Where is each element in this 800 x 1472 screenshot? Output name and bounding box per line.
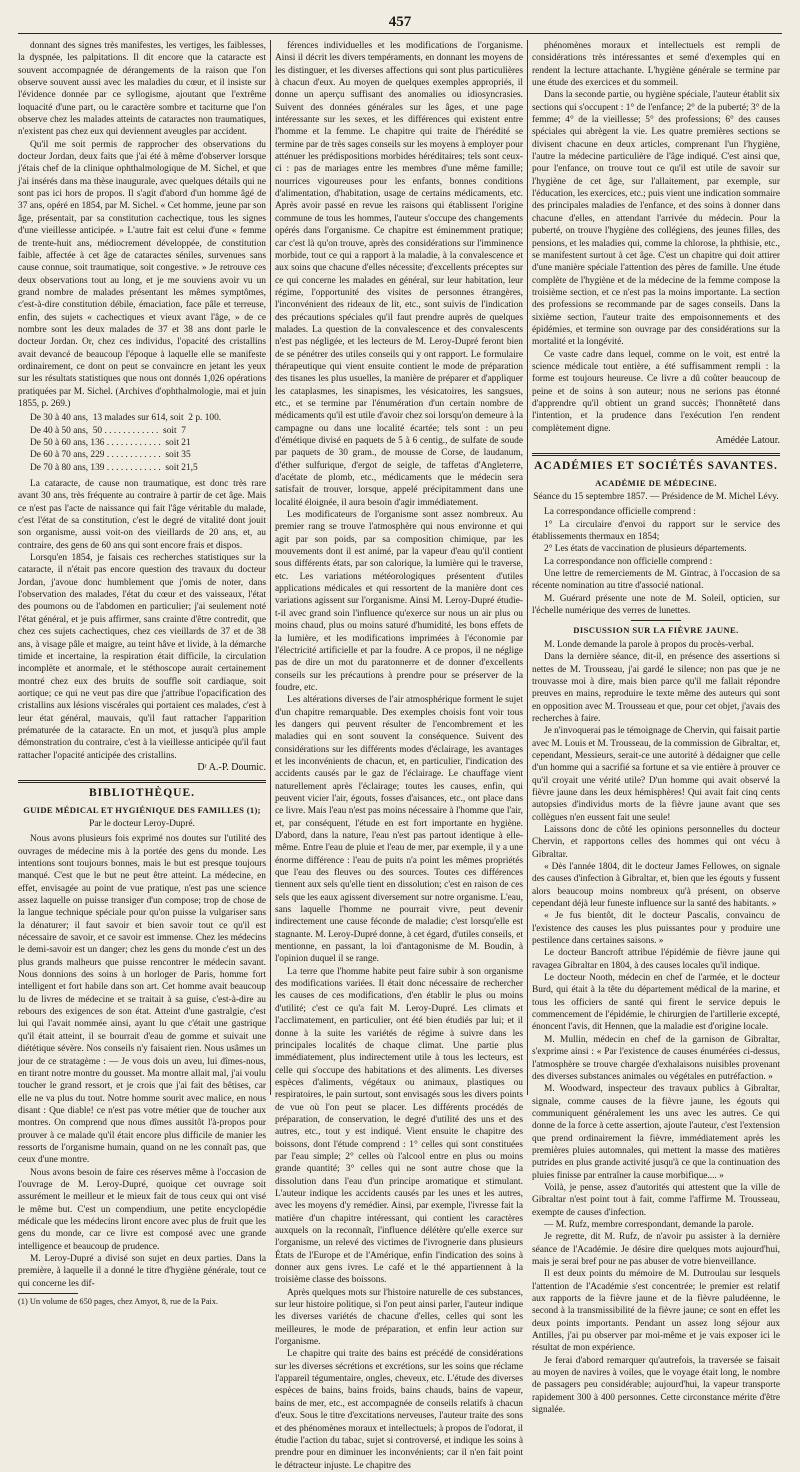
session-line: Séance du 15 septembre 1857. — Présidence de M. Michel Lévy. bbox=[533, 492, 779, 503]
statistics-row: De 30 à 40 ans, 13 malades sur 614, soit 2 p. 100. bbox=[30, 413, 222, 424]
paragraph: phénomènes moraux et intellectuels est rempli de considérations très intéressantes et semé d'exemples qui en rendent la lecture attachante. L'hygiène générale se termine par une étude des exercices et du sommeil. bbox=[532, 41, 780, 89]
column-divider bbox=[270, 40, 271, 1095]
paragraph: M. Mullin, médecin en chef de la garnison de Gibraltar, s'exprime ainsi : « Par l'existence de causes énumérées ci-dessus, l'atmosphère se trouve chargée d'exhalaisons nuisibles provenant des diverses substances animales ou végétales en putréfaction. » bbox=[532, 1034, 780, 1082]
paragraph: M. Guérard présente une note de M. Soleil, opticien, sur l'échelle numérique des verres de lunettes. bbox=[532, 593, 780, 617]
column-divider bbox=[527, 40, 528, 1095]
academy-name: ACADÉMIE DE MÉDECINE. bbox=[595, 477, 717, 488]
paragraph: Le docteur Nooth, médecin en chef de l'armée, et le docteur Burd, qui était à la tête du département médical de la marine, et tous les officiers de santé qui firent le service depuis le commencement de l'épidémie, le chirurgien de l'artillerie excepté, énoncent l'avis, dit Hennen, que la maladie est d'origine locale. bbox=[532, 973, 780, 1033]
paragraph: La terre que l'homme habite peut faire subir à son organisme des modifications variées. Il était donc nécessaire de rechercher les causes de ces modifications, d'en établir le plus ou moins d'utilité; c'est ce qu'a fait M. Leroy-Dupré. Les climats et l'acclimatement, en particulier, ont été bien étudiés par lui; et il donne à la suite les variétés de régime à suivre dans les principales localités de chaque climat. Une partie plus immédiatement, plus indirectement utile à tous les lecteurs, est celle qui s'occupe des habitations et des aliments. Les diverses espèces d'aliments, végétaux ou animaux, plastiques ou respiratoires, le pain surtout, sont envisagés sous les divers points de vue où l'on peut se placer. Les différents procédés de préparation, de conservation, le degré d'utilité des uns et des autres, etc., tout y est indiqué. Vient ensuite le chapitre des boissons, dont l'étude comprend : 1° celles qui sont constituées par l'eau simple; 2° celles où l'alcool entre en plus ou moins grande quantité; 3° celles qui ne sont autre chose que la dissolution dans l'eau d'un principe aromatique et stimulant. L'auteur indique les accidents causés par les unes et les autres, avec les moyens d'y remédier. Ainsi, par exemple, l'ivresse fait la matière d'un chapitre intéressant, qui contient les caractères auxquels on la reconnaît, l'influence délétère qu'elle exerce sur l'organisme, un relevé des victimes de l'ivrognerie dans plusieurs États de l'Europe et de l'Amérique, enfin l'indication des soins à donner aux gens ivres. Le café et le thé appartiennent à la troisième classe des boissons. bbox=[275, 966, 523, 1286]
section-rule bbox=[18, 780, 266, 783]
paragraph: M. Londe demande la parole à propos du procès-verbal. bbox=[544, 639, 754, 650]
author-signature: Amédée Latour. bbox=[715, 435, 780, 446]
paragraph: Laissons donc de côté les opinions personnelles du docteur Chervin, et rapportons celles des hommes qui ont vécu à Gibraltar. bbox=[532, 824, 780, 860]
page-number: 457 bbox=[388, 14, 412, 30]
paragraph: Le docteur Bancroft attribue l'épidémie de fièvre jaune qui ravagea Gibraltar en 1804, à des causes locales qu'il indique. bbox=[532, 948, 780, 971]
paragraph: Je n'invoquerai pas le témoignage de Chervin, qui faisait partie avec M. Louis et M. Trousseau, de la commission de Gibraltar, et, cependant, Messieurs, serait-ce une autorité à dédaigner que celle d'un homme qui a sacrifié sa fortune et sa vie entière à prouver ce qu'il croyait une vérité utile? D'un homme qui avait observé la fièvre jaune dans les deux hémisphères! Qui avait fait cinq cents autopsies d'individus morts de la fièvre jaune avant que ses collègues n'en eussent fait une seule! bbox=[532, 726, 780, 823]
column-3 bbox=[532, 40, 780, 1416]
paragraph: Les modificateurs de l'organisme sont assez nombreux. Au premier rang se trouve l'atmosphère qui nous environne et qui agit par son poids, par sa composition chimique, par les mouvements dont il est animé, par la vapeur d'eau qu'il contient sous différents états, par son calorique, la lumière qui le traverse, etc. Les variations météorologiques présentent d'utiles applications médicales et qui ressortent de la manière dont ces variations agissent sur l'organisme. Ainsi M. Leroy-Dupré étudie-t-il avec grand soin l'influence qu'exerce sur nous un air plus ou moins chaud, plus ou moins saturé d'humidité, les bons effets de la lumière, et les modifications imprimées à l'économie par l'électricité artificielle et par la foudre. A ce propos, il ne néglige pas de dire un mot du paratonnerre et de donner d'excellents conseils sur les précautions à prendre pour se préserver de la foudre, etc. bbox=[275, 510, 523, 693]
paragraph: Dans la seconde partie, ou hygiène spéciale, l'auteur établit six sections qui s'occupent : 1° de l'enfance; 2° de la puberté; 3° de la femme; 4° de la vieillesse; 5° des professions; 6° des causes spéciales qui abrègent la vie. Les quatre premières sections se divisent chacune en deux articles, comprenant l'un l'hygiène, l'autre la médecine particulière de l'âge indiqué. C'est ainsi que, pour l'enfance, on trouve tout ce qu'il est utile de savoir sur l'hygiène de cet âge, sur l'allaitement, par exemple, sur l'éducation, les exercices, etc.; puis vient une indication sommaire des principales maladies de l'enfance, et des soins à donner dans chacune d'elles, en attendant l'arrivée du médecin. Pour la puberté, on trouve l'hygiène des collégiens, des jeunes filles, des pensions, et les maladies qui, comme la chlorose, la phthisie, etc., se manifestent surtout à cet âge. C'est un chapitre qui doit attirer d'une manière spéciale l'attention des pères de famille. Une étude complète de l'hygiène et de la médecine de la femme compose la troisième section, et ce n'est pas la moins importante. La section des professions se recommande par de sages conseils. Dans la sixième section, l'auteur traite des empoisonnements et des épidémies, et termine son ouvrage par des considérations sur la mortalité et la longévité. bbox=[532, 90, 780, 348]
paragraph: Lorsqu'en 1854, je faisais ces recherches statistiques sur la cataracte, il n'était pas encore question des travaux du docteur Jordan, j'avoue donc humblement que j'omis de noter, dans l'observation des malades, l'état du cœur et des vaisseaux, l'état des poumons ou de l'abdomen en particulier; j'ai seulement noté l'état général, et je puis affirmer, sans crainte d'être contredit, que chez ces sujets cachectiques, chez ces vieillards de 37 et de 38 ans, à visage pâle et maigre, au teint hâve et livide, à la démarche timide et incertaine, la respiration était difficile, la circulation incomplète et anormale, et le stéthoscope aurait certainement montré chez eux des bruits de souffle soit cardiaque, soit aortique; ce qui ne veut pas dire que j'attribue l'opacification des cristallins aux lésions viscérales qui portaient ces malades, c'est à leur état général, mauvais, qu'il faut rattacher l'apparition prématurée de la cataracte. En un mot, et jusqu'à plus ample démonstration du contraire, c'est à la vieillesse anticipée qu'il faut rattacher l'opacité anticipée des cristallins. bbox=[18, 553, 266, 761]
statistics-row: De 60 à 70 ans, 229 . . . . . . . . . . . . soit 35 bbox=[30, 450, 191, 461]
footnote: (1) Un volume de 650 pages, chez Amyot, 8, rue de la Paix. bbox=[18, 1297, 219, 1307]
paragraph: Dans la dernière séance, dit-il, en présence des assertions si nettes de M. Trousseau, j'ai gardé le silence; non pas que je ne trouvasse moi à dire, mais bien parce qu'il me fallait répondre preuves en mains, reproduire le texte même des auteurs qui sont en opposition avec M. Trousseau et que, pour cet objet, j'avais des recherches à faire. bbox=[532, 652, 780, 724]
paragraph: 1° La circulaire d'envoi du rapport sur le service des établissements thermaux en 1854; bbox=[532, 519, 780, 543]
paragraph: Les altérations diverses de l'air atmosphérique forment le sujet d'un chapitre remarquable. Des exemples choisis font voir tous les dangers qui peuvent résulter de l'encombrement et les maladies qui en sont souvent la conséquence. Suivent des considérations sur les différents modes d'éclairage, les avantages et les inconvénients de chacun, et, en particulier, l'indication des accidents causés par le gaz de l'éclairage. Le chauffage vient naturellement après l'éclairage; toutes les causes, enfin, qui peuvent vicier l'air, égouts, fosses d'aisances, etc., ont place dans ce livre. Mais l'eau n'est pas moins nécessaire à l'homme que l'air, et, par conséquent, l'étude en est fort importante en hygiène. D'abord, dans la nature, l'eau n'est pas partout identique à elle-même. Entre l'eau de pluie et l'eau de mer, par exemple, il y a une énorme différence : l'eau de puits n'a point les mêmes propriétés que l'eau des fleuves ou des sources. Toutes ces différences tiennent aux sels qu'elle tient en dissolution; c'est en raison de ces sels que les eaux agissent diversement sur notre organisme. L'eau, sans laquelle l'homme ne pourrait vivre, peut devenir indirectement une cause féconde de maladie; c'est lorsqu'elle est stagnante. M. Leroy-Dupré donne, à cet égard, d'utiles conseils, et mentionne, en passant, la loi d'antagonisme de M. Boudin, à l'opinion duquel il se range. bbox=[275, 695, 523, 965]
footnote-rule bbox=[18, 1293, 78, 1294]
article-title: GUIDE MÉDICAL ET HYGIÉNIQUE DES FAMILLES (1); bbox=[23, 804, 261, 815]
paragraph: « Je fus bientôt, dit le docteur Pascalis, convaincu de l'existence des causes les plus puissantes pour y produire une pestilence dans certaines saisons. » bbox=[532, 911, 780, 947]
paragraph: Qu'il me soit permis de rapprocher des observations du docteur Jordan, deux faits que j'ai été à même d'observer lorsque j'étais chef de la clinique ophthalmologique de M. Sichel, et que j'ai insérés dans ma thèse inaugurale, avec quelques détails qui ne sont pas ici hors de propos. Il s'agit d'abord d'un homme âgé de 37 ans, opéré en 1854, par M. Sichel. « Cet homme, jeune par son âge, présentait, par sa constitution cachectique, tous les signes d'une vieillesse anticipée. » L'autre fait est celui d'une « femme de trente-huit ans, médiocrement développée, de constitution faible, affectée à cet âge de cataractes séniles, survenues sans cause connue, soit traumatique, soit congestive. » Je retrouve ces deux observations tout au long, et je me souviens avoir vu un grand nombre de malades présentant les mêmes symptômes, c'est-à-dire constitution débile, émaciation, face pâle et terreuse, enfin, des sujets « cachectiques et vieux avant l'âge, » de ce nombre sont les deux malades de 37 et 38 ans dont parle le docteur Jordan. Or, chez ces individus, l'opacité des cristallins avait devancé de beaucoup l'époque à laquelle elle se manifeste ordinairement, ce dont on peut se convaincre en jetant les yeux sur les résultats statistiques que nous ont donnés 1,026 opérations pratiquées par M. Sichel. (Archives d'ophthalmologie, mai et juin 1855, p. 269.) bbox=[18, 139, 266, 409]
paragraph: 2° Les états de vaccination de plusieurs départements. bbox=[544, 544, 747, 555]
paragraph: Le chapitre qui traite des bains est précédé de considérations sur les diverses sécrétions et excrétions, sur les soins que réclame l'appareil tégumentaire, ongles, cheveux, etc. L'étude des diverses espèces de bains, bains froids, bains chauds, bains de vapeur, bains de mer, etc., est accompagnée de conseils relatifs à chacun d'eux. Sous le titre d'excitations nerveuses, l'auteur traite des sons et des phénomènes moraux et intellectuels; à propos de l'odorat, il étudie l'action du tabac, sujet si controversé, et indique les soins à prendre pour en diminuer les inconvénients; car il n'en fait point le détracteur injuste. Le chapitre des bbox=[275, 1349, 523, 1471]
paragraph: La correspondance non officielle comprend : bbox=[544, 556, 713, 567]
statistics-table bbox=[30, 412, 266, 474]
section-title: BIBLIOTHÈQUE. bbox=[89, 787, 195, 800]
paragraph: Ce vaste cadre dans lequel, comme on le voit, est entré la science médicale tout entière, a été suffisamment rempli : la forme est toujours heureuse. Ce livre a dû coûter beaucoup de peine et de soins à son auteur; nous ne serions pas étonné d'apprendre qu'il obtient un grand succès; l'honnêteté dans l'intention, et la prudence dans l'exécution l'en rendent complètement digne. bbox=[532, 349, 780, 434]
column-2 bbox=[275, 40, 523, 1471]
paragraph: Nous avons plusieurs fois exprimé nos doutes sur l'utilité des ouvrages de médecine mis à la portée des gens du monde. Les intentions sont toujours bonnes, mais le but est presque toujours manqué. C'est que le but ne peut être atteint. La médecine, en effet, envisagée au point de vue pratique, n'est pas une science assez laquelle on puisse transiger d'un compose; trop de chose de la langue technique spéciale pour qu'on puisse la vulgariser sans la dénaturer; il faut savoir et bien savoir tout ce qu'il est nécessaire de savoir, et ce savoir est immense. Chez les médecins le demi-savoir est un danger; chez les gens du monde c'est un des plus grands malheurs que puisse rencontrer le médecin savant. Nous donnions des soins à un horloger de Paris, homme fort intelligent et fort habile dans son art. Cet homme avait beaucoup lu de livres de médecine et se traitait à sa guise, c'est-à-dire au rebours des exigences de son état. Atteint d'une gastralgie, c'est lui qui l'avait nommée ainsi, ayant lu que c'était une gastrique qu'il était atteint, il se bourrait d'eau de gomme et suivait une diététique sévère. Nos conseils n'y faisaient rien. Nous usâmes un jour de ce stratagème : — Je vous dois un aveu, lui dîmes-nous, en tirant notre montre du gousset. Ma montre allait mal, j'ai voulu toucher le grand ressort, et je crois que j'ai fait des bêtises, car elle ne va plus du tout. Notre homme sourit avec malice, en nous disant : Que diable! ce n'est pas votre métier que de toucher aux montres. On comprend que nous dîmes aussitôt l'à-propos pour prouver à ce malade qu'il était encore plus difficile de manier les ressorts de l'organisme humain, quand on ne les connaît pas, que ceux d'une montre. bbox=[18, 834, 266, 1166]
paragraph: Après quelques mots sur l'histoire naturelle de ces substances, sur leur histoire politique, si l'on peut ainsi parler, l'auteur indique les diverses variétés de chacune d'elles, celles qui sont les meilleures, le mode de préparation, et enfin leur action sur l'organisme. bbox=[275, 1287, 523, 1348]
paragraph: Une lettre de remerciements de M. Gintrac, à l'occasion de sa récente nomination au titre d'associé national. bbox=[532, 569, 780, 592]
paragraph: M. Leroy-Dupré a divisé son sujet en deux parties. Dans la première, à laquelle il a donné le titre d'hygiène générale, tout ce qui concerne les dif- bbox=[18, 1254, 266, 1289]
paragraph: férences individuelles et les modifications de l'organisme. Ainsi il décrit les divers tempéraments, en donnant les moyens de les distinguer, et les diverses affections qui sont plus particulières à chacun d'eux. Au moyen de quelques exemples appropriés, il donne un aperçu suffisant des anomalies ou idiosyncrasies. Suivent des données générales sur les âges, et une page intéressante sur les sexes, et les différences qui existent entre l'homme et la femme. Le chapitre qui traite de l'hérédité se termine par de très sages conseils sur les moyens à employer pour atténuer les prédispositions morbides héréditaires; tels sont ceux-ci : pas de mariages entre les membres d'une même famille; nourrices vigoureuses pour les enfants, bonnes conditions d'alimentation, d'habitation, usage de certains médicaments, etc. Après avoir passé en revue les raisons qui établissent l'origine commune de tous les hommes, l'auteur s'occupe des changements opérés dans l'organisme. Ce chapitre est éminemment pratique; car c'est là qu'on trouve, après des considérations sur l'imminence morbide, tout ce qui a rapport à la maladie, à la convalescence et aux soins que chacune d'elles nécessite; d'excellents préceptes sur ce qui concerne les malades en général, sur leur habitation, leur régime, l'opportunité des visites de personnes étrangères, l'inconvénient des rideaux de lit, etc., sont suivis de l'indication des précautions spéciales qu'il faut prendre auprès de quelques malades. La question de la convalescence et des convalescents n'est pas négligée, et les lecteurs de M. Leroy-Dupré feront bien de se pénétrer des utiles conseils qui y ont rapport. Le formulaire thérapeutique qui vient ensuite contient le mode de préparation des tisanes les plus usuelles, la manière de préparer et d'appliquer les cataplasmes, les sinapismes, les vésicatoires, les sangsues, etc., et se termine par l'énumération d'un certain nombre de médicaments qu'il est utile d'avoir chez soi lorsqu'on demeure à la campagne ou dans une localité écartée; tels sont : un peu d'émétique divisé en paquets de 5 à 6 centig., de sulfate de soude par paquets de 30 gram., de mousse de Corse, de laudanum, d'éther sulfurique, d'ergot de seigle, de taffetas d'Angleterre, d'acétate de plomb, etc., médicaments que le médecin sera satisfait de trouver, lorsque, appelé précipitamment dans une localité éloignée, il aura besoin d'agir immédiatement. bbox=[275, 41, 523, 508]
section-title: ACADÉMIES ET SOCIÉTÉS SAVANTES. bbox=[534, 460, 778, 473]
paragraph: Il est deux points du mémoire de M. Dutroulau sur lesquels l'attention de l'Académie s'est concentrée; le premier est relatif aux rapports de la fièvre jaune et de la fièvre paludéenne, le second à la transmissibilité de la fièvre jaune; ce sont en effet les deux points importants. Pendant un assez long séjour aux Antilles, j'ai pu observer par moi-même et je vais exposer ici le résultat de mon expérience. bbox=[532, 1269, 780, 1354]
paragraph: Voilà, je pense, assez d'autorités qui attestent que la ville de Gibraltar n'est point tout à fait, comme l'affirme M. Trousseau, exempte de causes d'infection. bbox=[532, 1182, 780, 1218]
separator-rule bbox=[631, 620, 681, 621]
header-rule bbox=[18, 33, 782, 34]
statistics-row: De 50 à 60 ans, 136 . . . . . . . . . . . . soit 21 bbox=[30, 438, 191, 448]
section-rule bbox=[532, 453, 780, 456]
paragraph: M. Woodward, inspecteur des travaux publics à Gibraltar, signale, comme causes de la fièvre jaune, les égouts qui communiquent généralement les uns avec les autres. Ce qui donne de la force à cette assertion, ajoute l'auteur, c'est l'extension que prend ordinairement la fièvre, immédiatement après les premières pluies automnales, qui mettent la masse des matières putrides en plus grande activité jusqu'à ce que la continuation des pluies finisse par entraîner la cause morbifique.... » bbox=[532, 1084, 780, 1181]
paragraph: Nous avons besoin de faire ces réserves même à l'occasion de l'ouvrage de M. Leroy-Dupré, quoique cet ouvrage soit assurément le meilleur et le mieux fait de tous ceux qui ont visé le même but. C'est un compendium, une petite encyclopédie médicale que les médecins liront encore avec plus de fruit que les gens du monde, car ce livre est composé avec une grande intelligence et beaucoup de prudence. bbox=[18, 1167, 266, 1252]
article-byline: Par le docteur Leroy-Dupré. bbox=[89, 818, 195, 829]
paragraph: Je regrette, dit M. Rufz, de n'avoir pu assister à la dernière séance de l'Académie. Je désire dire quelques mots aujourd'hui, mais je serai bref pour ne pas abuser de votre bienveillance. bbox=[532, 1232, 780, 1267]
statistics-row: De 70 à 80 ans, 139 . . . . . . . . . . . . soit 21,5 bbox=[30, 462, 198, 473]
paragraph: « Dès l'année 1804, dit le docteur James Fellowes, on signale des causes d'infection à Gibraltar, et, bien que les égouts y fussent alors beaucoup moins nombreux qu'à présent, on observe cependant déjà leur funeste influence sur la santé des habitants. » bbox=[532, 862, 780, 910]
paragraph: donnant des signes très manifestes, les vertiges, les faiblesses, la dyspnée, les palpitations. Il dit encore que la cataracte est souvent accompagnée de dérangements de la raison que l'on observe souvent aussi avec les maladies du cœur, et il insiste sur l'évidence donnée par ce syllogisme, ajoutant que l'extrême loquacité d'une part, ou le caractère sombre et taciturne que l'on observe chez les malades atteints de cataractes non traumatiques, n'existent pas chez eux qui deviennent aveugles par accident. bbox=[18, 41, 266, 138]
paragraph: La cataracte, de cause non traumatique, est donc très rare avant 30 ans, très fréquente au contraire à partir de cet âge. Mais ce n'est pas l'acte de naissance qui fait l'âge véritable du malade, c'est l'état de sa constitution, c'est le degré de vitalité dont jouit son organisme, aussi voit-on des vieillards de 20 ans, et, au contraire, des gens de 60 ans qui sont encore frais et dispos. bbox=[18, 479, 266, 551]
author-signature: Dʳ A.-P. Doumic. bbox=[197, 761, 266, 773]
paragraph: La correspondance officielle comprend : bbox=[544, 507, 696, 518]
column-1 bbox=[18, 40, 266, 1307]
discussion-heading: DISCUSSION SUR LA FIÈVRE JAUNE. bbox=[573, 625, 739, 636]
paragraph: — M. Rufz, membre correspondant, demande la parole. bbox=[544, 1219, 754, 1230]
statistics-row: De 40 à 50 ans, 50 . . . . . . . . . . . . soit 7 bbox=[30, 425, 186, 436]
paragraph: Je ferai d'abord remarquer qu'autrefois, la traversée se faisait au moyen de navires à voiles, que le voyage était long, le nombre de passagers peu considérable; aujourd'hui, la vapeur transporte rapidement 300 à 400 personnes. Cette circonstance mérite d'être signalée. bbox=[532, 1355, 780, 1416]
